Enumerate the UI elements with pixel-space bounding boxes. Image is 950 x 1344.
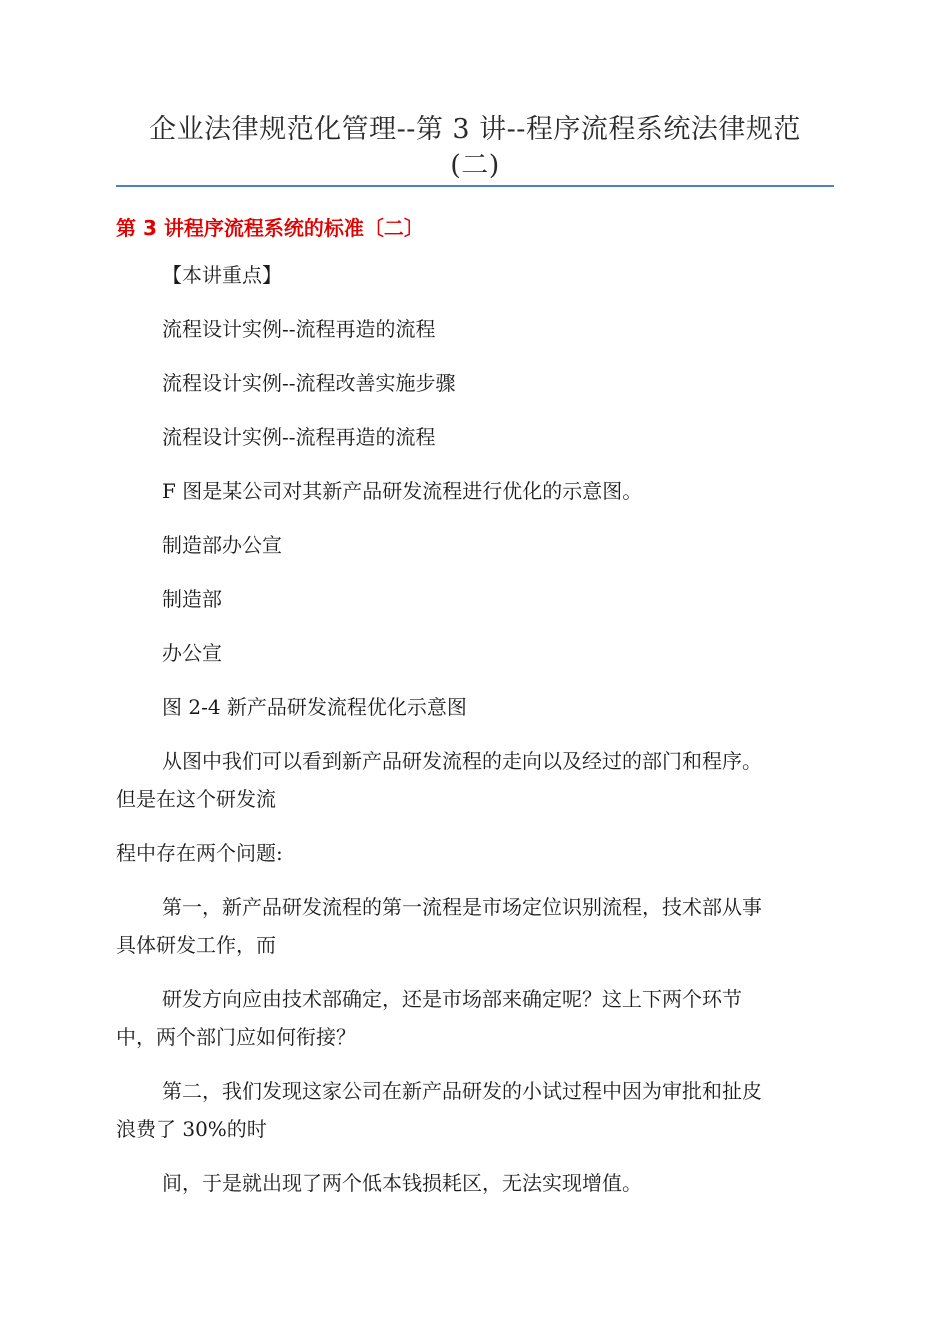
document-title-line-2: (二) [450,150,500,181]
paragraph: 办公宣 [162,641,222,665]
document-title-line-1: 企业法律规范化管理--第 3 讲--程序流程系统法律规范 [149,114,801,145]
paragraph: 间，于是就出现了两个低本钱损耗区，无法实现增值。 [162,1171,642,1195]
paragraph: 第一，新产品研发流程的第一流程是市场定位识别流程，技术部从事 [162,895,762,919]
paragraph-continuation: 但是在这个研发流 [116,787,276,811]
title-divider [116,185,834,187]
paragraph: 流程设计实例--流程再造的流程 [162,317,436,341]
paragraph: 第二，我们发现这家公司在新产品研发的小试过程中因为审批和扯皮 [162,1079,762,1103]
paragraph: F 图是某公司对其新产品研发流程进行优化的示意图。 [162,479,643,503]
document-title [116,112,834,184]
paragraph-continuation: 中，两个部门应如何衔接？ [116,1025,356,1049]
paragraph-continuation: 具体研发工作，而 [116,933,276,957]
figure-caption: 图 2-4 新产品研发流程优化示意图 [162,695,467,719]
paragraph: 流程设计实例--流程再造的流程 [162,425,436,449]
section-heading: 第 3 讲程序流程系统的标准〔二〕 [116,216,424,240]
paragraph-continuation: 浪费了 30%的时 [116,1117,267,1141]
paragraph: 程中存在两个问题: [116,841,283,865]
paragraph: 流程设计实例--流程改善实施步骤 [162,371,456,395]
paragraph: 从图中我们可以看到新产品研发流程的走向以及经过的部门和程序。 [162,749,762,773]
paragraph-key-points: 【本讲重点】 [162,263,282,287]
paragraph: 制造部办公宣 [162,533,282,557]
paragraph: 研发方向应由技术部确定，还是市场部来确定呢？这上下两个环节 [162,987,742,1011]
paragraph: 制造部 [162,587,222,611]
